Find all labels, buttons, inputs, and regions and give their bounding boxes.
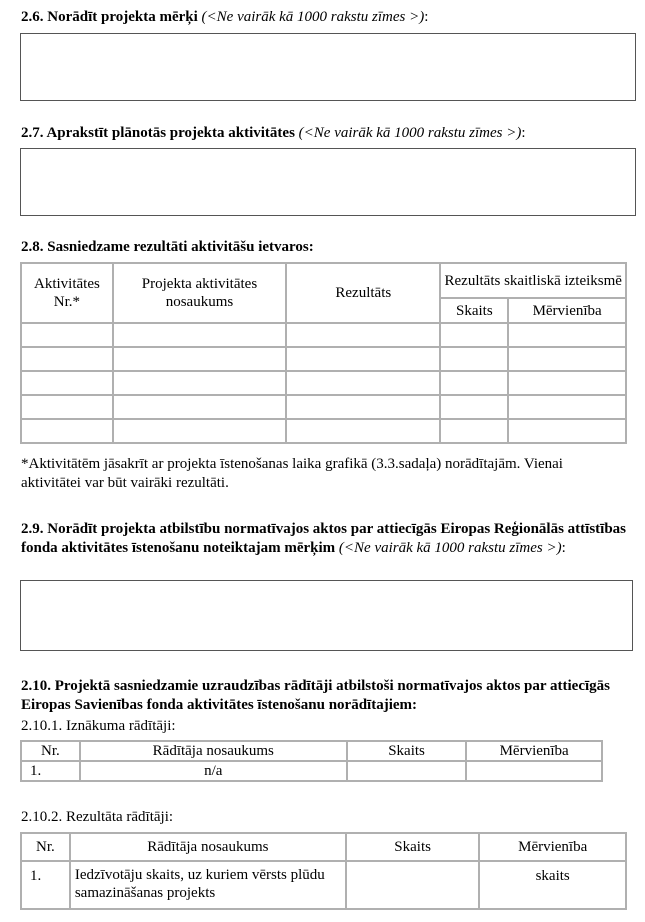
col-nr: Nr.	[21, 833, 70, 861]
result-indicators-title: 2.10.2. Rezultāta rādītāji:	[21, 809, 174, 825]
indicator-name[interactable]: n/a	[80, 761, 347, 781]
table-cell[interactable]	[440, 347, 508, 371]
table-cell[interactable]	[113, 323, 286, 347]
col-activity-no: Aktivitātes Nr.*	[21, 263, 113, 323]
col-unit: Mērvienība	[466, 741, 602, 761]
erdf-compliance-input[interactable]	[20, 580, 633, 651]
table-cell[interactable]	[286, 419, 440, 443]
output-indicators-title: 2.10.1. Iznākuma rādītāji:	[21, 718, 176, 734]
col-indicator-name: Rādītāja nosaukums	[80, 741, 347, 761]
section-2-6-heading: 2.6. Norādīt projekta mērķi (<Ne vairāk kā 1000 rakstu zīmes >):	[21, 9, 429, 25]
table-cell[interactable]	[21, 395, 113, 419]
table-row	[21, 861, 626, 909]
section-2-8-heading: 2.8. Sasniedzame rezultāti aktivitāšu ietvaros:	[21, 239, 314, 255]
col-numeric: Rezultāts skaitliskā izteiksmē	[440, 263, 626, 298]
col-count: Skaits	[347, 741, 467, 761]
table-cell[interactable]	[286, 323, 440, 347]
char-limit-hint: (<Ne vairāk kā 1000 rakstu zīmes >)	[338, 540, 562, 556]
project-activities-input[interactable]	[20, 148, 636, 216]
table-cell[interactable]	[21, 347, 113, 371]
table-row	[21, 347, 626, 371]
col-nr: Nr.	[21, 741, 80, 761]
indicator-count[interactable]	[347, 761, 467, 781]
table-cell[interactable]	[440, 371, 508, 395]
char-limit-hint: (<Ne vairāk kā 1000 rakstu zīmes >)	[201, 9, 425, 25]
section-title: 2.9. Norādīt projekta atbilstību normatīvajos aktos par attiecīgās Eiropas Reģionālās attīstības fonda aktivitātes īstenošanu noteiktajam mērķim	[21, 521, 627, 556]
table-cell[interactable]	[508, 371, 626, 395]
indicator-unit[interactable]: skaits	[479, 861, 626, 909]
col-activity-name: Projekta aktivitātes nosaukums	[113, 263, 286, 323]
col-count: Skaits	[440, 298, 508, 323]
activity-footnote: *Aktivitātēm jāsakrīt ar projekta īstenošanas laika grafikā (3.3.sadaļa) norādītajām. Vienai aktivitātei var būt vairāki rezultāti.	[21, 456, 563, 491]
row-number: 1.	[21, 761, 80, 781]
section-number: 2.7.	[21, 125, 44, 141]
output-indicators-table	[20, 740, 603, 782]
table-cell[interactable]	[113, 371, 286, 395]
section-2-10-heading: 2.10. Projektā sasniedzamie uzraudzības rādītāji atbilstoši normatīvajos aktos par attiecīgās Eiropas Savienības fonda aktivitātes īstenošanu norādītajiem:	[21, 678, 611, 713]
row-number: 1.	[21, 861, 70, 909]
char-limit-hint: (<Ne vairāk kā 1000 rakstu zīmes >)	[298, 125, 522, 141]
table-row	[21, 323, 626, 347]
col-unit: Mērvienība	[479, 833, 626, 861]
table-cell[interactable]	[113, 395, 286, 419]
indicator-count[interactable]	[346, 861, 480, 909]
section-title: Norādīt projekta mērķi	[47, 9, 198, 25]
table-cell[interactable]	[21, 371, 113, 395]
table-row	[21, 395, 626, 419]
table-cell[interactable]	[286, 371, 440, 395]
table-cell[interactable]	[440, 395, 508, 419]
project-goal-input[interactable]	[20, 33, 636, 101]
table-cell[interactable]	[440, 323, 508, 347]
col-count: Skaits	[346, 833, 480, 861]
col-indicator-name: Rādītāja nosaukums	[70, 833, 346, 861]
table-cell[interactable]	[113, 419, 286, 443]
indicator-name[interactable]: Iedzīvotāju skaits, uz kuriem vērsts plūdu samazināšanas projekts	[70, 861, 346, 909]
results-table	[20, 262, 627, 444]
col-result: Rezultāts	[286, 263, 440, 323]
table-cell[interactable]	[21, 323, 113, 347]
table-row	[21, 371, 626, 395]
table-cell[interactable]	[508, 347, 626, 371]
table-cell[interactable]	[286, 347, 440, 371]
section-title: Aprakstīt plānotās projekta aktivitātes	[46, 125, 295, 141]
table-row	[21, 761, 602, 781]
table-row	[21, 419, 626, 443]
table-cell[interactable]	[508, 395, 626, 419]
table-cell[interactable]	[21, 419, 113, 443]
section-number: 2.6.	[21, 9, 44, 25]
result-indicators-table	[20, 832, 627, 910]
table-cell[interactable]	[286, 395, 440, 419]
indicator-unit[interactable]	[466, 761, 602, 781]
section-2-7-heading: 2.7. Aprakstīt plānotās projekta aktivitātes (<Ne vairāk kā 1000 rakstu zīmes >):	[21, 125, 526, 141]
table-cell[interactable]	[113, 347, 286, 371]
section-2-9-heading: 2.9. Norādīt projekta atbilstību normatīvajos aktos par attiecīgās Eiropas Reģionālās attīstības fonda aktivitātes īstenošanu noteiktajam mērķim (<Ne vairāk kā 1000 rakstu zīmes >):	[21, 521, 627, 556]
col-unit: Mērvienība	[508, 298, 626, 323]
table-cell[interactable]	[508, 323, 626, 347]
table-cell[interactable]	[440, 419, 508, 443]
table-cell[interactable]	[508, 419, 626, 443]
